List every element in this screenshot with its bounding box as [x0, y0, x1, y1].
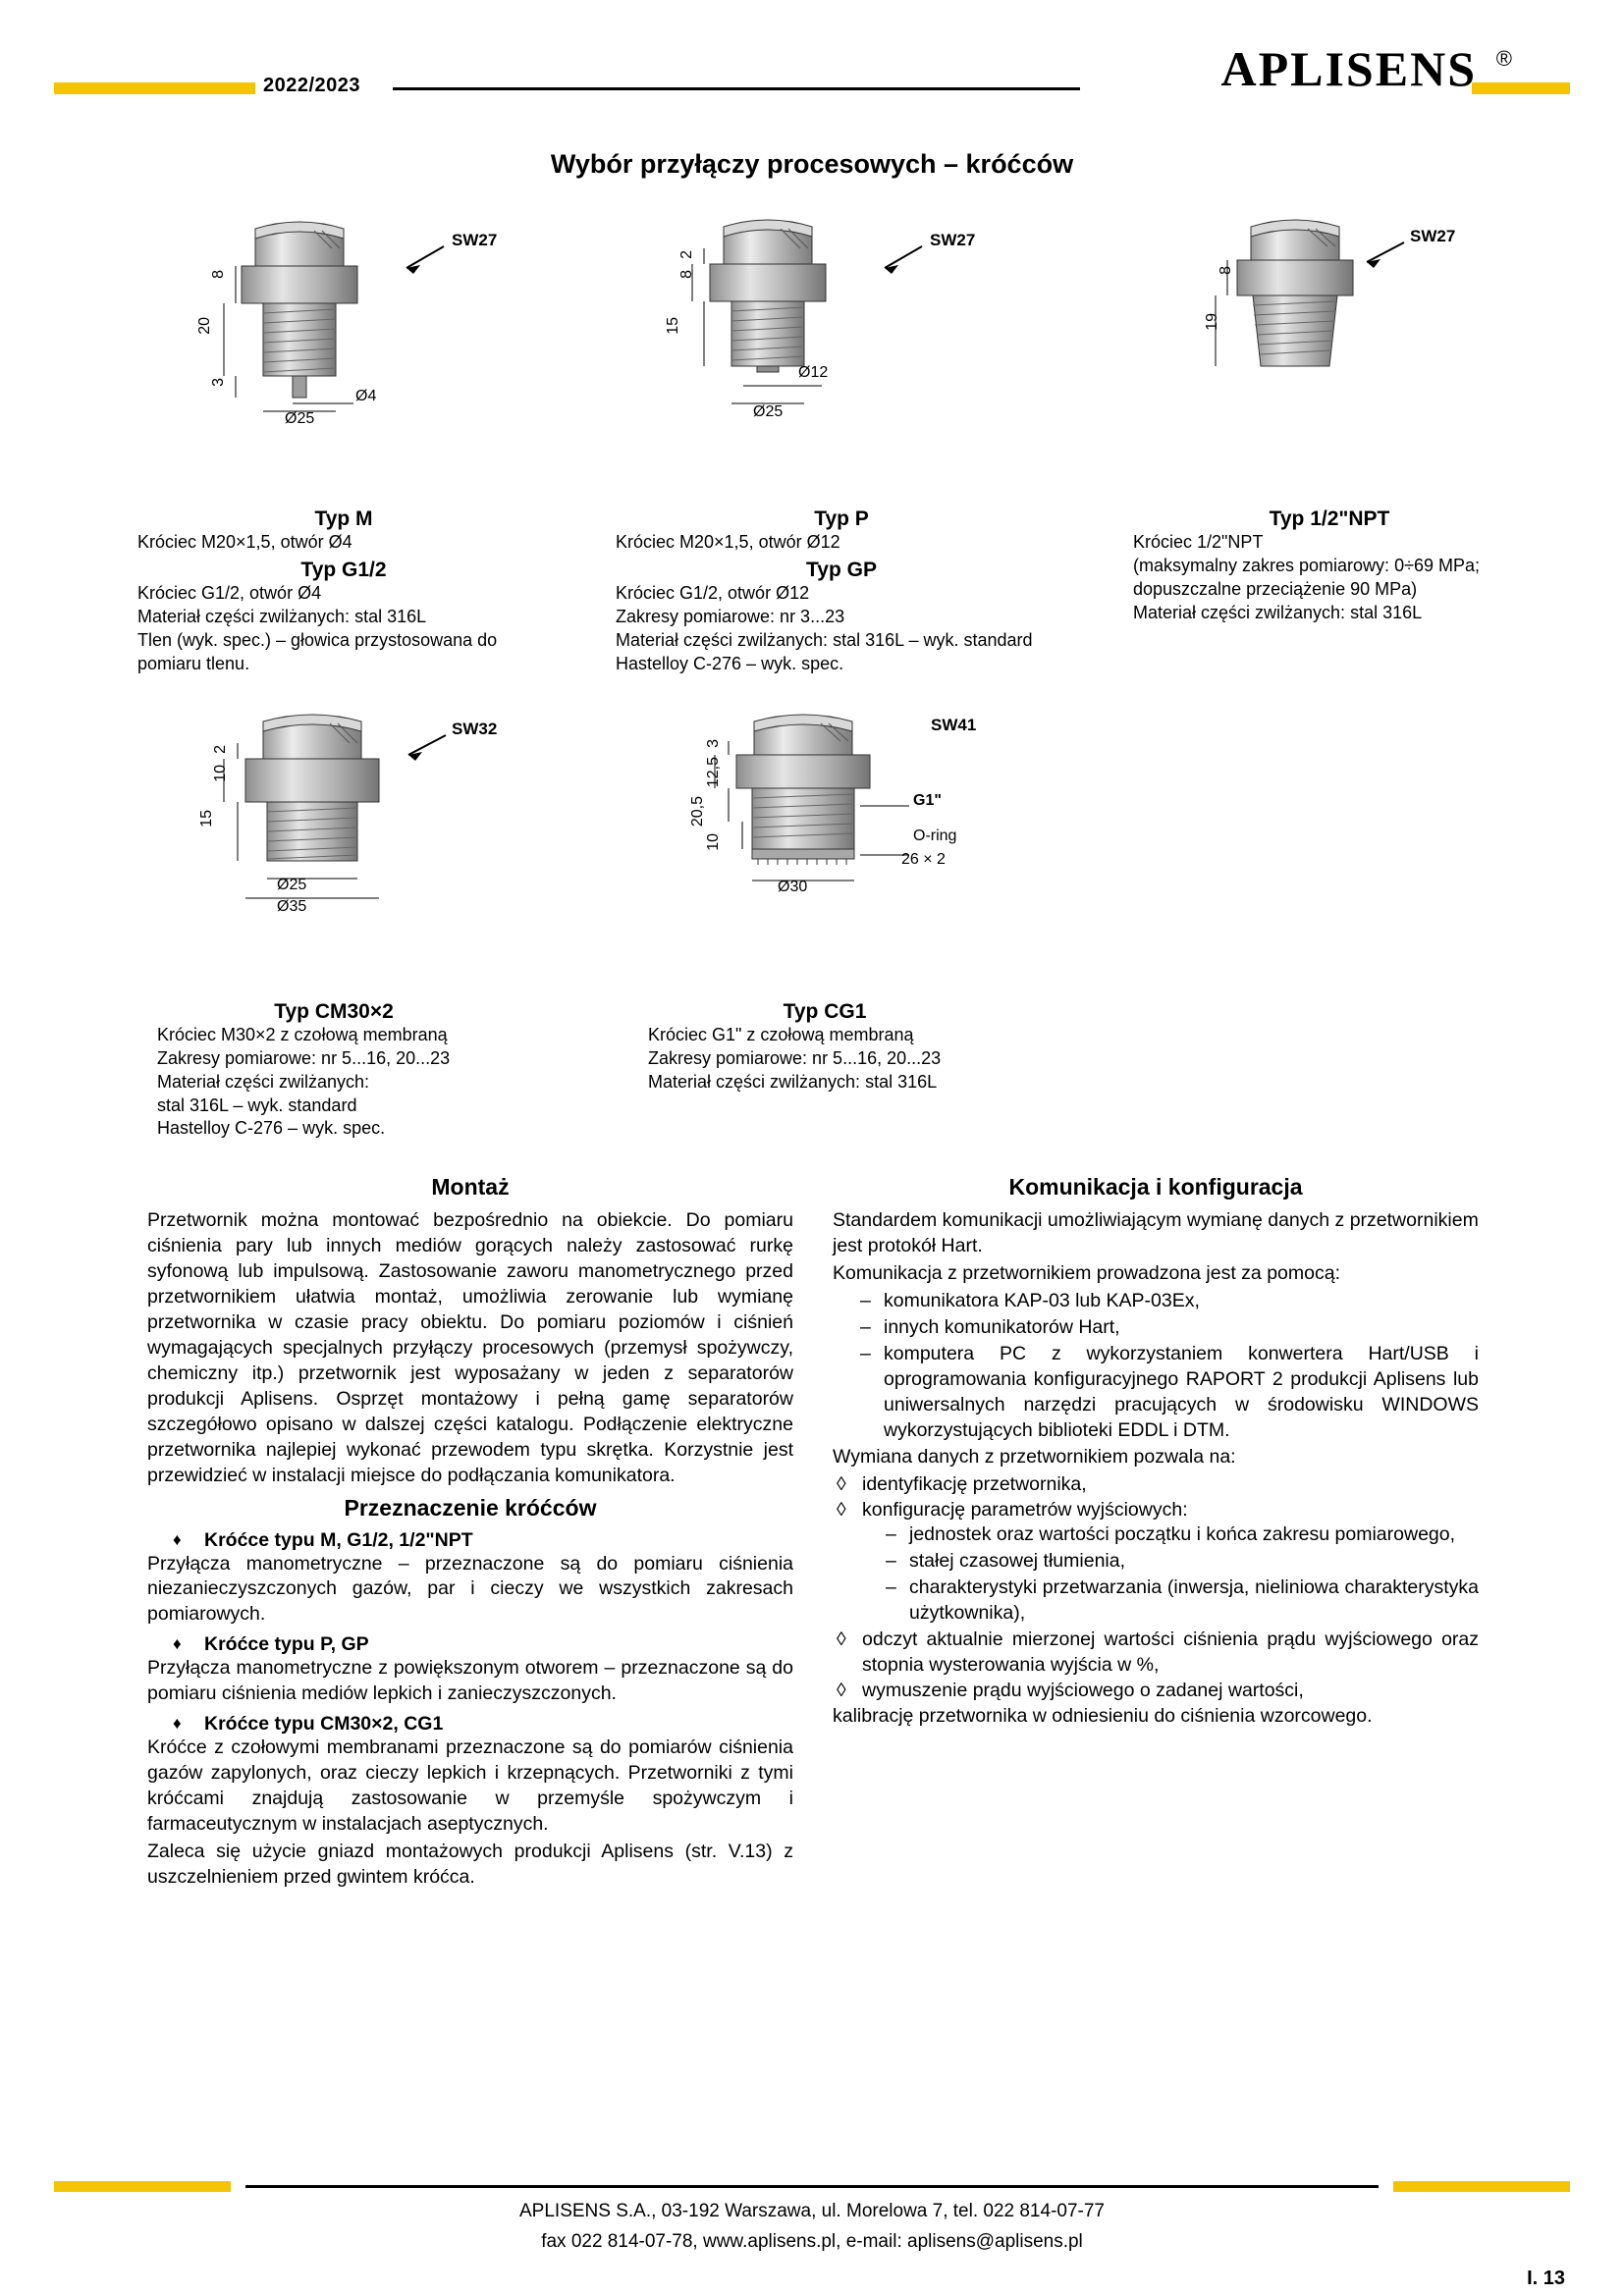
figure-typ-npt: [1133, 209, 1526, 676]
page-footer: [0, 2177, 1624, 2289]
bullet-item-2-body: Przyłącza manometryczne z powiększonym otworem – przeznaczone są do pomiaru ciśnienia mediów lepkich i zanieczyszczonych.: [147, 1657, 793, 1705]
dash-icon: –: [886, 1550, 896, 1573]
list-item-label: wymuszenie prądu wyjściowego o zadanej wartości,: [862, 1679, 1304, 1701]
lozenge-icon: ◊: [837, 1629, 846, 1651]
figure-typ-cg1: [648, 702, 1198, 1142]
figure-typ-cm30-dim-d25: Ø25: [277, 876, 307, 893]
figure-typ-g12-cap-4: pomiaru tlenu.: [137, 653, 250, 673]
figures-row-2: [0, 702, 1624, 1142]
montaz-body: Przetwornik można montować bezpośrednio na obiekcie. Do pomiaru ciśnienia pary lub innych mediów gorących należy zastosować rurkę syfonową lub impulsową. Zastosowanie zaworu manometrycznego przed przetwornikiem ułatwia montaż, umożliwia zerowanie lub wymianę przetwornika w czasie pracy obiektu. Do pomiaru poziomów i ciśnień wymagających specjalnych przyłączy procesowych (przemysł spożywczy, chemiczny itp.) przetwornik jest wyposażany w jeden z separatorów produkcji Aplisens. Osprzęt montażowy i pełną gamę separatorów szczegółowo opisano w dalszej części katalogu. Podłączenie elektryczne przetwornika najlepiej wykonać przewodem typu skrętka. Korzystnie jest przewidzieć w instalacji miejsce do podłączania komunikatora.: [147, 1209, 793, 1486]
list-item-label: odczyt aktualnie mierzonej wartości ciśnienia prądu wyjściowego oraz stopnia wysterowania wyjścia w %,: [862, 1629, 1479, 1677]
page-header: [0, 0, 1624, 118]
list-item-label: innych komunikatorów Hart,: [884, 1316, 1120, 1339]
list-item-label: charakterystyki przetwarzania (inwersja, nieliniowa charakterystyka użytkownika),: [909, 1576, 1479, 1625]
lozenge-icon: ◊: [837, 1472, 846, 1495]
figure-typ-cg1-dim-10: 10: [705, 832, 722, 851]
figure-typ-cm30-cap-3: Materiał części zwilżanych:: [157, 1071, 370, 1092]
figure-typ-g12-name: Typ G1/2: [300, 558, 387, 581]
figure-typ-p-sw-label: SW27: [930, 231, 976, 249]
bullet-item-3-body: Króćce z czołowymi membranami przeznaczone są do pomiarów ciśnienia gazów zapylonych, oraz cieczy lepkich i krzepnących. Przetworniki z tymi króćcami znajdują zastosowanie w przemyśle spożywczym i farmaceutycznym w instalacjach aseptycznych.: [147, 1736, 793, 1835]
list-item: [833, 1498, 1479, 1523]
bullet-item-2-label: Króćce typu P, GP: [204, 1633, 369, 1656]
list-item-label: jednostek oraz wartości początku i końca zakresu pomiarowego,: [909, 1523, 1456, 1546]
figure-typ-cm30-cap-5: Hastelloy C-276 – wyk. spec.: [157, 1118, 386, 1139]
przeznaczenie-footnote: Zaleca się użycie gniazd montażowych produkcji Aplisens (str. V.13) z uszczelnieniem przed gwintem króćca.: [147, 1840, 793, 1888]
figure-typ-cg1-name: Typ CG1: [783, 999, 867, 1023]
figure-typ-m-dim-d4: Ø4: [355, 388, 377, 404]
figure-typ-gp-name: Typ GP: [806, 558, 877, 581]
dash-icon: –: [860, 1290, 871, 1312]
figure-typ-m-name: Typ M: [314, 507, 373, 530]
figure-typ-cg1-cap-2: Zakresy pomiarowe: nr 5...16, 20...23: [648, 1047, 942, 1068]
list-item: [833, 1289, 1479, 1314]
komunikacja-sublist: [833, 1522, 1479, 1627]
footer-address-line-2: fax 022 814-07-78, www.aplisens.pl, e-mail: aplisens@aplisens.pl: [541, 2231, 1083, 2253]
figure-typ-m-dim-8: 8: [210, 270, 227, 279]
bullet-item-1-title: [147, 1529, 793, 1552]
figure-typ-cg1-dim-3: 3: [705, 738, 722, 748]
heading-montaz: Montaż: [431, 1174, 510, 1201]
figure-typ-npt-cap-4: Materiał części zwilżanych: stal 316L: [1133, 602, 1423, 622]
figure-typ-p-dim-15: 15: [665, 317, 681, 335]
diamond-bullet-icon: ♦: [173, 1714, 182, 1734]
footer-rule-row: [0, 2177, 1624, 2193]
figure-typ-npt-name: Typ 1/2"NPT: [1269, 507, 1390, 530]
figure-typ-cg1-label-g1: G1": [913, 791, 942, 809]
list-item: [833, 1575, 1479, 1627]
komunikacja-intro-2: Komunikacja z przetwornikiem prowadzona jest za pomocą:: [833, 1262, 1340, 1285]
figure-typ-cg1-cap-1: Króciec G1" z czołową membraną: [648, 1024, 914, 1044]
footer-address-line-1: APLISENS S.A., 03-192 Warszawa, ul. Morelowa 7, tel. 022 814-07-77: [519, 2200, 1105, 2221]
list-item-label: komputera PC z wykorzystaniem konwertera Hart/USB i oprogramowania konfiguracyjnego RAPORT 2 produkcji Aplisens lub uniwersalnych narzędzi pracujących w środowisku WINDOWS wykorzystujących biblioteki EDDL i DTM.: [884, 1342, 1479, 1441]
list-item: [833, 1628, 1479, 1679]
heading-komunikacja: Komunikacja i konfiguracja: [1008, 1174, 1303, 1201]
bullet-item-1-label: Króćce typu M, G1/2, 1/2"NPT: [204, 1528, 473, 1551]
figure-typ-cm30-name: Typ CM30×2: [274, 999, 394, 1023]
lozenge-icon: ◊: [837, 1679, 846, 1701]
figure-typ-cm30-dim-d35: Ø35: [277, 897, 307, 915]
figure-typ-cm30-cap-4: stal 316L – wyk. standard: [157, 1095, 357, 1115]
page-title: Wybór przyłączy procesowych – króćców: [550, 149, 1074, 179]
diamond-bullet-icon: ♦: [173, 1634, 182, 1654]
footer-accent-bar-right: [1393, 2181, 1570, 2192]
figure-typ-cm30-cap-1: Króciec M30×2 z czołową membraną: [157, 1024, 448, 1044]
company-logo-text: APLISENS: [1220, 41, 1477, 96]
list-item-label: konfigurację parametrów wyjściowych:: [862, 1498, 1188, 1521]
list-item: [833, 1472, 1479, 1498]
figure-typ-p-dim-8: 8: [678, 270, 695, 279]
figure-typ-m: [137, 209, 550, 676]
heading-przeznaczenie: Przeznaczenie króćców: [344, 1494, 597, 1521]
figure-typ-npt-sw-label: SW27: [1410, 227, 1456, 245]
figure-typ-cm30-dim-15: 15: [198, 809, 215, 828]
list-item-label: komunikatora KAP-03 lub KAP-03Ex,: [884, 1290, 1200, 1312]
figure-typ-npt-dim-8: 8: [1218, 266, 1234, 275]
dash-icon: –: [886, 1576, 896, 1599]
lozenge-icon: ◊: [837, 1498, 846, 1521]
komunikacja-intro-3: Wymiana danych z przetwornikiem pozwala na:: [833, 1445, 1236, 1468]
list-item-label: identyfikację przetwornika,: [862, 1472, 1087, 1495]
list-item-label: stałej czasowej tłumienia,: [909, 1550, 1126, 1573]
bullet-item-2-title: [147, 1633, 793, 1656]
figure-typ-m-dim-d25: Ø25: [285, 410, 315, 427]
figure-typ-p-dim-d25: Ø25: [753, 403, 784, 420]
bullet-item-3-title: [147, 1713, 793, 1735]
figure-typ-g12-cap-3: Tlen (wyk. spec.) – głowica przystosowana do: [137, 629, 498, 650]
figure-typ-cg1-dim-d30: Ø30: [778, 878, 808, 895]
figure-typ-npt-cap-1: Króciec 1/2"NPT: [1133, 532, 1264, 552]
figure-typ-cg1-label-oring: O-ring: [913, 827, 957, 844]
header-rule: [393, 87, 1080, 90]
company-logo: [1220, 41, 1512, 96]
dash-icon: –: [886, 1523, 896, 1546]
page-number: I. 13: [1527, 2268, 1565, 2289]
figure-typ-p-caption: Króciec M20×1,5, otwór Ø12: [616, 532, 840, 552]
figure-typ-m-sw-label: SW27: [452, 231, 498, 249]
figure-typ-cg1-sw-label: SW41: [931, 715, 977, 734]
registered-mark: ®: [1495, 46, 1512, 71]
figure-typ-m-caption: Króciec M20×1,5, otwór Ø4: [137, 532, 352, 552]
figure-typ-cm30-dim-2: 2: [212, 744, 229, 754]
column-left: [147, 1168, 793, 1892]
figure-typ-gp-cap-1: Króciec G1/2, otwór Ø12: [616, 582, 810, 603]
figure-typ-g12-cap-1: Króciec G1/2, otwór Ø4: [137, 582, 322, 603]
list-item: [833, 1679, 1479, 1704]
figure-typ-cg1-cap-3: Materiał części zwilżanych: stal 316L: [648, 1071, 938, 1092]
figure-typ-m-dim-3: 3: [210, 378, 227, 387]
figure-typ-p-name: Typ P: [814, 507, 869, 530]
figure-typ-p: [616, 209, 1067, 676]
list-item: [833, 1315, 1479, 1341]
komunikacja-outro: kalibrację przetwornika w odniesieniu do ciśnienia wzorcowego.: [833, 1704, 1373, 1727]
figure-typ-m-dim-20: 20: [196, 317, 213, 335]
figure-typ-npt-dim-19: 19: [1204, 313, 1220, 331]
header-accent-bar-left: [54, 82, 255, 94]
list-item: [833, 1342, 1479, 1444]
figure-typ-cg1-dim-205: 20,5: [689, 795, 706, 827]
content-columns: [0, 1168, 1624, 1892]
diamond-bullet-icon: ♦: [173, 1529, 182, 1549]
komunikacja-list-2: [833, 1472, 1479, 1523]
list-item: [833, 1549, 1479, 1575]
figure-typ-cg1-dim-125: 12,5: [705, 756, 722, 787]
list-item: [833, 1522, 1479, 1548]
figure-typ-cm30-sw-label: SW32: [452, 719, 498, 738]
figure-typ-gp-cap-4: Hastelloy C-276 – wyk. spec.: [616, 653, 844, 673]
dash-icon: –: [860, 1342, 871, 1364]
bullet-item-3-label: Króćce typu CM30×2, CG1: [204, 1713, 444, 1735]
figure-typ-cm30: [157, 702, 648, 1142]
figure-typ-gp-cap-3: Materiał części zwilżanych: stal 316L – wyk. standard: [616, 629, 1033, 650]
bullet-item-1-body: Przyłącza manometryczne – przeznaczone są do pomiaru ciśnienia niezanieczyszczonych gazów, par i cieczy we wszystkich zakresach pomiarowych.: [147, 1552, 793, 1626]
figure-typ-p-dim-2: 2: [678, 250, 695, 259]
komunikacja-list-1: [833, 1289, 1479, 1444]
figure-typ-cg1-label-oring-size: 26 × 2: [901, 850, 946, 868]
figure-typ-cm30-dim-10: 10: [212, 764, 229, 782]
figure-typ-gp-cap-2: Zakresy pomiarowe: nr 3...23: [616, 606, 845, 626]
figures-row-1: [0, 209, 1624, 676]
column-right: [833, 1168, 1479, 1892]
footer-rule: [245, 2185, 1379, 2188]
komunikacja-list-3: [833, 1628, 1479, 1704]
figure-typ-p-dim-d12: Ø12: [798, 364, 829, 381]
figure-typ-g12-cap-2: Materiał części zwilżanych: stal 316L: [137, 606, 427, 626]
figure-typ-cm30-cap-2: Zakresy pomiarowe: nr 5...16, 20...23: [157, 1047, 451, 1068]
header-accent-bar-right: [1472, 82, 1570, 94]
dash-icon: –: [860, 1316, 871, 1339]
footer-accent-bar-left: [54, 2181, 231, 2192]
komunikacja-intro-1: Standardem komunikacji umożliwiającym wymianę danych z przetwornikiem jest protokół Hart.: [833, 1209, 1479, 1257]
figure-typ-npt-cap-3: dopuszczalne przeciążenie 90 MPa): [1133, 578, 1418, 599]
figure-typ-npt-cap-2: (maksymalny zakres pomiarowy: 0÷69 MPa;: [1133, 555, 1480, 575]
header-year: 2022/2023: [263, 75, 361, 96]
